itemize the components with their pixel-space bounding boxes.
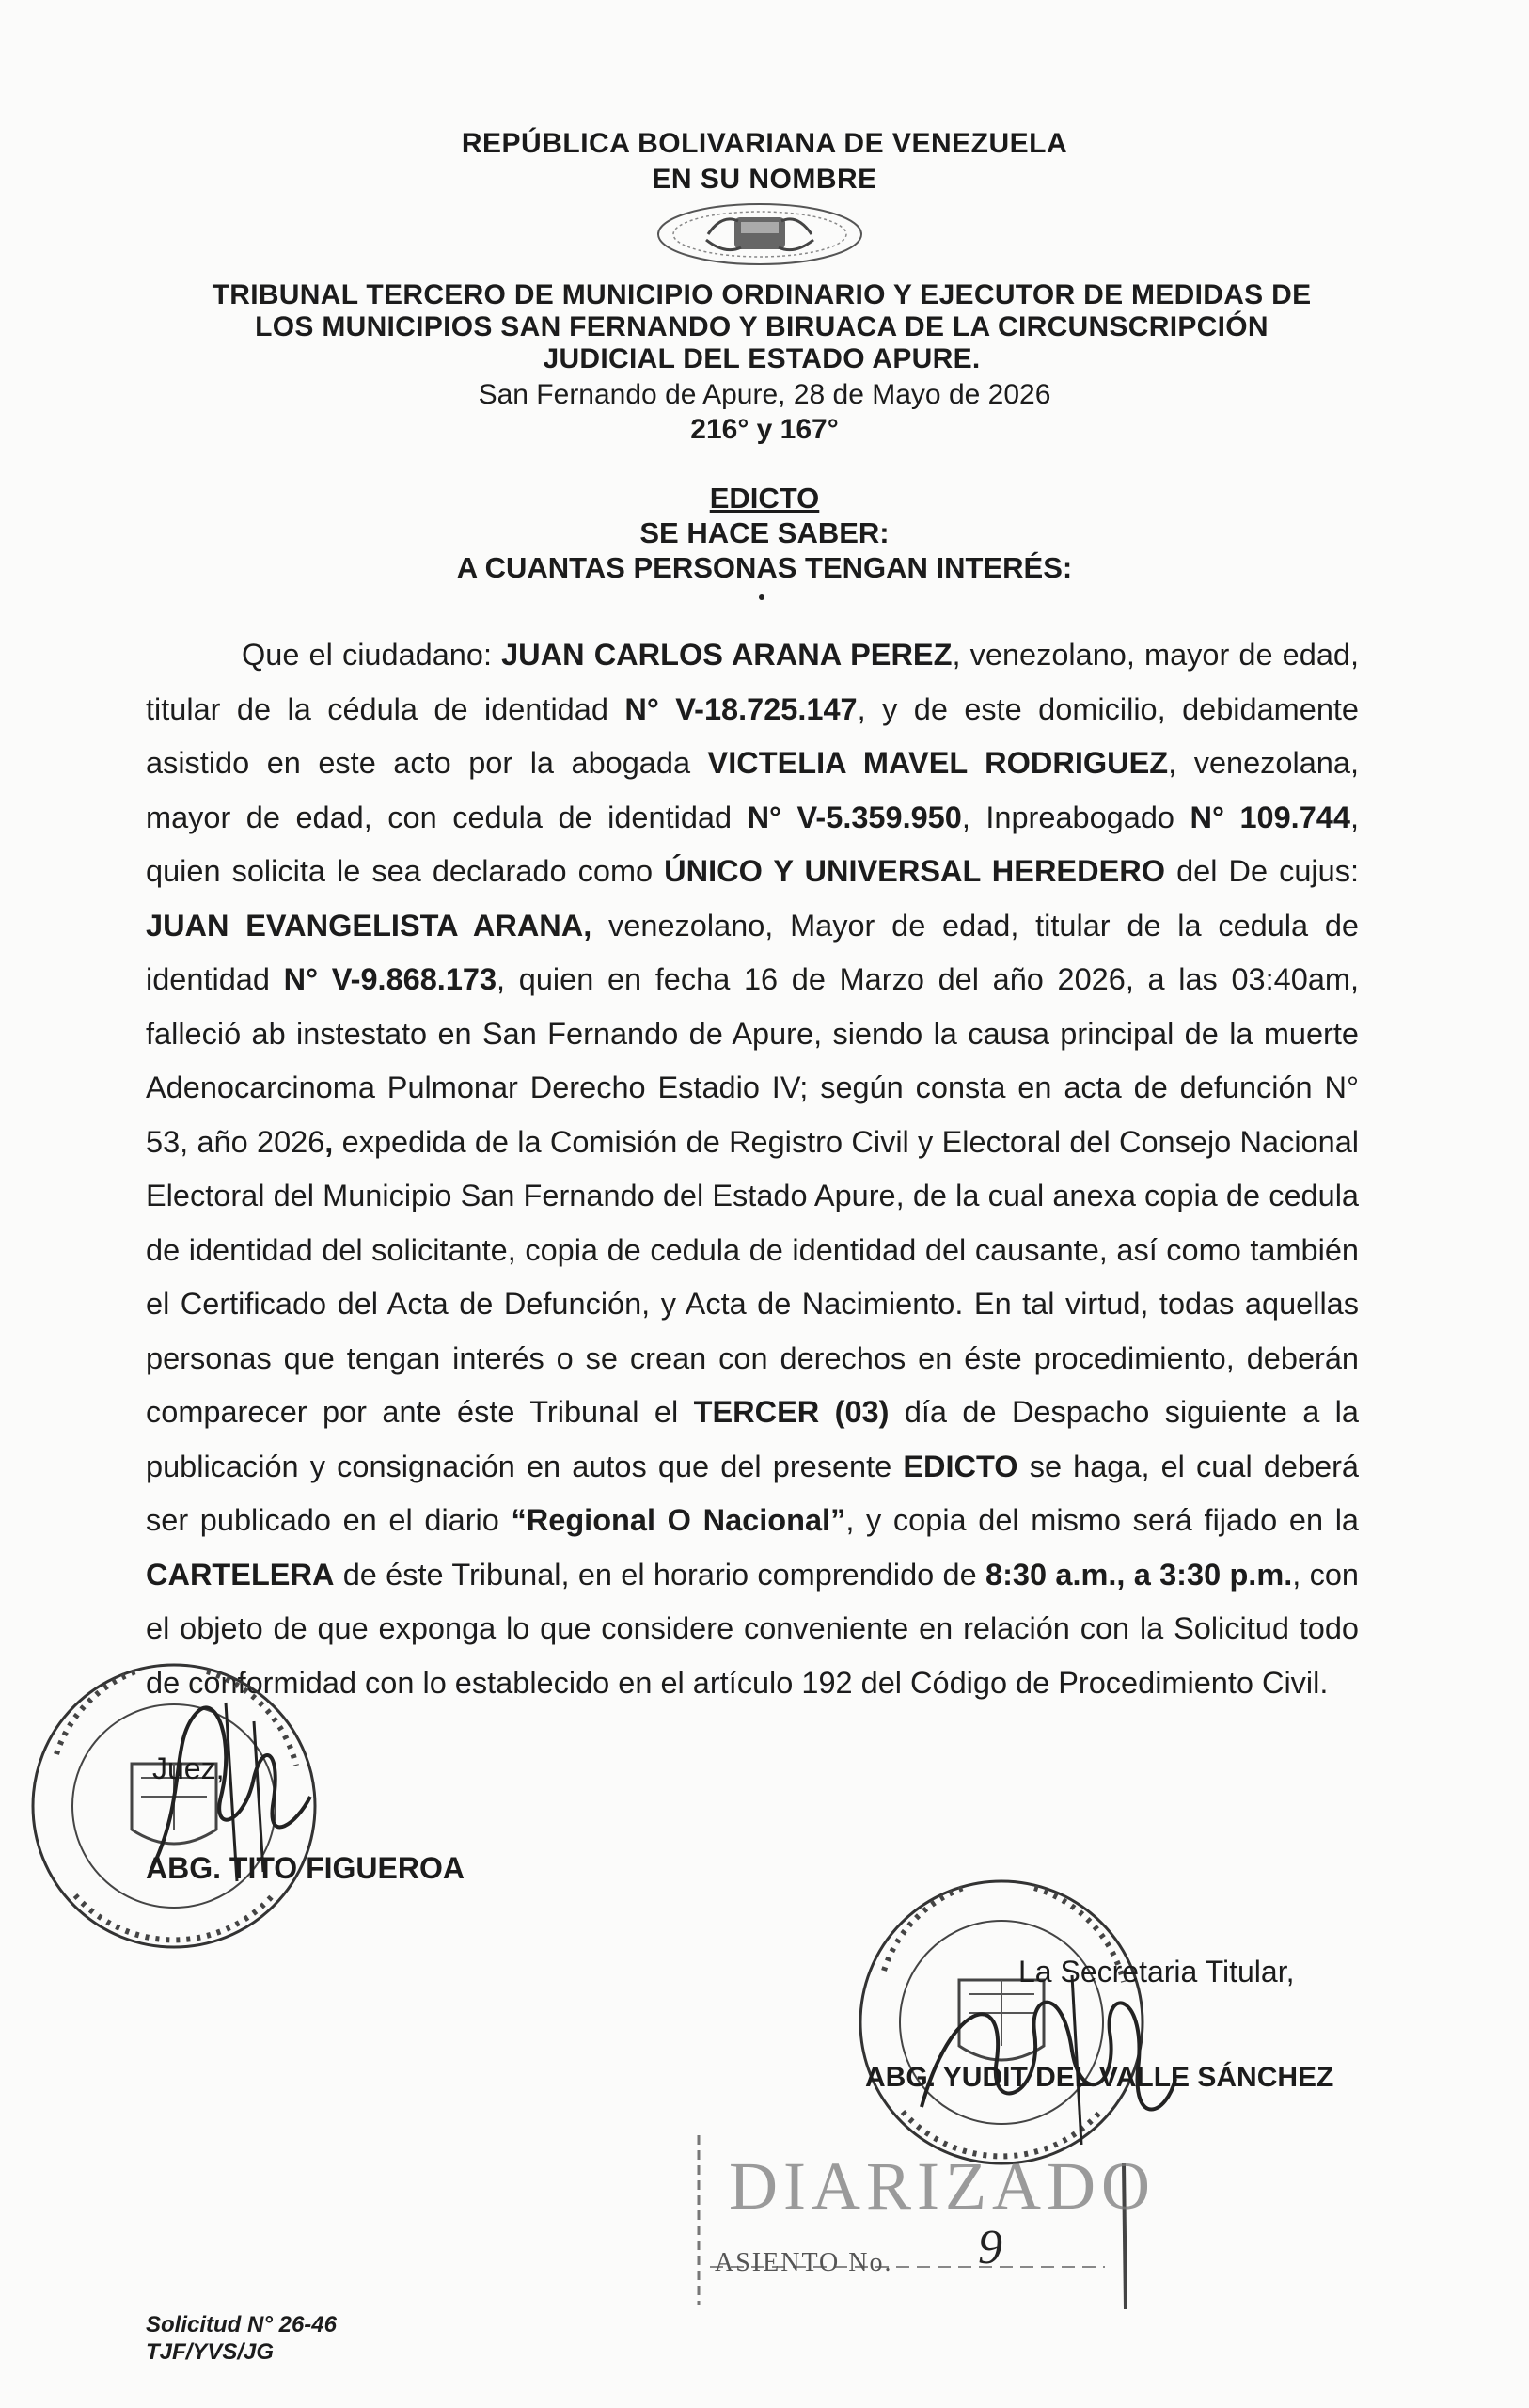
- edict-body: [146, 628, 1359, 1710]
- appearance-day: TERCER (03): [693, 1395, 890, 1429]
- newspaper-name: “Regional O Nacional”: [511, 1503, 846, 1537]
- diarizado-stamp-text: DIARIZADO: [729, 2148, 1156, 2224]
- edicto-title: EDICTO: [709, 482, 820, 515]
- years-line: 216° y 167°: [690, 414, 839, 445]
- dot-mark: [759, 594, 764, 600]
- place-date: San Fernando de Apure, 28 de Mayo de 2026: [478, 379, 1051, 410]
- heir-declaration: ÚNICO Y UNIVERSAL HEREDERO: [664, 854, 1165, 888]
- deceased-id: N° V-9.868.173: [283, 962, 497, 996]
- notice-audience: A CUANTAS PERSONAS TENGAN INTERÉS:: [456, 551, 1073, 584]
- asiento-label: ASIENTO No.: [715, 2248, 893, 2277]
- notice-subtitle: SE HACE SABER:: [639, 516, 890, 549]
- lawyer-id: N° V-5.359.950: [747, 800, 962, 834]
- inpreabogado-number: N° 109.744: [1190, 800, 1350, 834]
- asiento-number: 9: [978, 2221, 1002, 2274]
- deceased-name: JUAN EVANGELISTA ARANA,: [146, 908, 592, 943]
- in-name-heading: EN SU NOMBRE: [652, 164, 877, 195]
- secretary-label: La Secretaria Titular,: [1018, 1955, 1295, 1988]
- republic-heading: REPÚBLICA BOLIVARIANA DE VENEZUELA: [461, 128, 1068, 159]
- coat-of-arms-seal: [652, 200, 868, 268]
- office-hours: 8:30 a.m., a 3:30 p.m.: [985, 1557, 1293, 1592]
- secretary-name: ABG. YUDIT DEL VALLE SÁNCHEZ: [865, 2062, 1334, 2093]
- initials-reference: TJF/YVS/JG: [146, 2339, 275, 2365]
- request-number: Solicitud N° 26-46: [146, 2312, 337, 2337]
- judge-label: Juez,: [152, 1751, 225, 1785]
- petitioner-name: JUAN CARLOS ARANA PEREZ: [501, 638, 953, 672]
- court-name: TRIBUNAL TERCERO DE MUNICIPIO ORDINARIO Y EJECUTOR DE MEDIDAS DE LOS MUNICIPIOS SAN FERNANDO Y BIRUACA DE LA CIRCUNSCRIPCIÓN JUDICIAL DEL ESTADO APURE.: [212, 279, 1312, 374]
- edict-paragraph: Que el ciudadano: JUAN CARLOS ARANA PEREZ, venezolano, mayor de edad, titular de la cédula de identidad N° V-18.725.147, y de este domicilio, debidamente asistido en este acto por la abogada VICTELIA MAVEL RODRIGUEZ, venezolana, mayor de edad, con cedula de identidad N° V-5.359.950, Inpreabogado N° 109.744, quien solicita le sea declarado como ÚNICO Y UNIVERSAL HEREDERO del De cujus: JUAN EVANGELISTA ARANA, venezolano, Mayor de edad, titular de la cedula de identidad N° V-9.868.173, quien en fecha 16 de Marzo del año 2026, a las 03:40am, falleció ab instestato en San Fernando de Apure, siendo la causa principal de la muerte Adenocarcinoma Pulmonar Derecho Estadio IV; según consta en acta de defunción N° 53, año 2026, expedida de la Comisión de Registro Civil y Electoral del Consejo Nacional Electoral del Municipio San Fernando del Estado Apure, de la cual anexa copia de cedula de identidad del solicitante, copia de cedula de identidad del causante, así como también el Certificado del Acta de Defunción, y Acta de Nacimiento. En tal virtud, todas aquellas personas que tengan interés o se crean con derechos en éste procedimiento, deberán comparecer por ante éste Tribunal el TERCER (03) día de Despacho siguiente a la publicación y consignación en autos que del presente EDICTO se haga, el cual deberá ser publicado en el diario “Regional O Nacional”, y copia del mismo será fijado en la CARTELERA de éste Tribunal, en el horario comprendido de 8:30 a.m., a 3:30 p.m., con el objeto de que exponga lo que considere conveniente en relación con la Solicitud todo de conformidad con lo establecido en el artículo 192 del Código de Procedimiento Civil.: [146, 638, 1360, 1700]
- petitioner-id: N° V-18.725.147: [624, 691, 858, 726]
- judge-name: ABG. TITO FIGUEROA: [146, 1851, 465, 1885]
- lawyer-name: VICTELIA MAVEL RODRIGUEZ: [707, 746, 1169, 780]
